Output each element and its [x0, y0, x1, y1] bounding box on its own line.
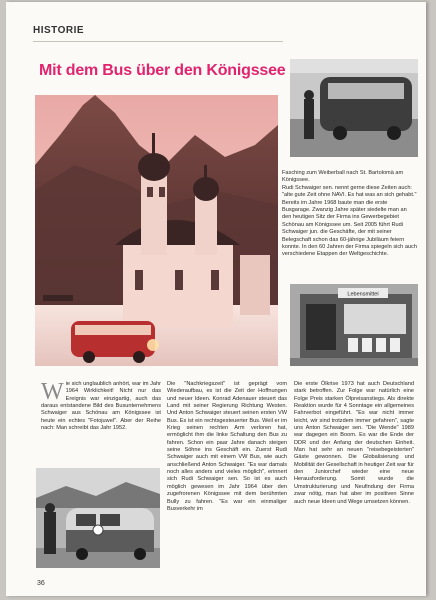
column-right [294, 381, 414, 506]
shop-photo [290, 284, 418, 366]
church-bus-photo [35, 95, 278, 366]
caption-intro: Fasching zum Weiberball nach St. Bartolomä am Königssee. [282, 170, 404, 184]
drop-cap: W [41, 379, 64, 405]
caption-body: Rudi Schwaiger sen. nennt gerne diese Zeiten auch: "alte gute Zeit ohne NAVI. Es hat was an sich gehabt." Bereits im Jahre 1968 baute man die erste Busgarage. Zwanzig Jahre später siedelte man an den heutigen Sitz der Firma ins Gewerbegebiet Schönau am Königssee um. Seit 2005 führt Rudi Schwaiger jun. die Geschäfte, der mit seiner Belegschaft schon das 60-jährige Jubiläum feiern konnte. In den 60 Jahren der Firma spiegeln sich auch verschiedene Etappen der Weltgeschichte. [282, 184, 417, 258]
photo-caption [282, 170, 417, 259]
column-left [41, 381, 161, 432]
fasching-bus-photo [290, 59, 418, 157]
magazine-page [6, 2, 426, 596]
column-middle-text: Die "Nachkriegszeit" ist geprägt vom Wiederaufbau, es ist die Zeit der Hoffnungen und neuer Ideen. Konrad Adenauer steuert das Land mit seiner Regierung Richtung Westen. Und Anton Schwaiger steuert seinen ersten VW Bus. Es ist ein rechtsgesteuerter Bus. Weil er im Krieg seinen rechten Arm verloren hat, ermöglicht ihm die linke Schaltung den Bus zu fahren. Schon ein paar Jahre danach steigen seine Söhne ins Geschäft ein. Zuerst Rudi Schwaiger auch mit einem VW Bus, wie auch anschließend Anton Schwaiger. "Es war damals noch alles anders und vieles möglich", erinnert sich Rudi Schwaiger sen. So ist es auch möglich gewesen im Jahr 1964 über den zugefrorenen Königssee mit dem berühmten Bully zu fahren. "Es war ein einmaliger Busverkehr im [167, 381, 287, 512]
vw-bully-photo [36, 468, 160, 568]
column-right-text: Die erste Ölkrise 1973 hat auch Deutschland stark betroffen. Zur Folge war natürlich eine Folge Preis starken Ölpreisanstiegs. Als direkte Reaktion wurde für 4 Sonntage ein allgemeines Fahrverbot eingeführt. "Es war nicht immer leicht, wir sind trotzdem immer gefahren", sagte uns Anton Schwaiger sen. "Die Wende" 1989 war dagegen ein Boom. Es war die Ende der DDR und der Anfang der deutschen Einheit. Man hat sehr an neuen "reisebegeisterten" Gäste gewonnen. Die Globalisierung und Mobilität der Gesellschaft in heutiger Zeit war für den Juniorchef wieder eine neue Herausforderung. Somit wurde die Umstrukturierung und Neufindung der Firma zwar nötig, man hat aber im positiven Sinne auch neue Ideen und Wege umsetzen können. [294, 381, 415, 505]
vw-bus [71, 321, 159, 363]
section-label: HISTORIE [33, 25, 85, 36]
section-divider [33, 41, 283, 42]
article-headline: Mit dem Bus über den Königssee [39, 62, 286, 79]
shop-sign-text: Lebensmittel [347, 291, 379, 298]
column-middle [167, 381, 287, 513]
column-left-text: ie sich unglaublich anhört, war im Jahr 1964 Wirklichkeit! Nicht nur das Ereignis war einzigartig, auch das daraus entstandene Bild des Busunternehmens Schwaiger aus Schönau am Königssee ist heute ein echtes "Fotojuwel". Aber der Reihe nach: Man schreibt das Jahr 1952. [41, 381, 161, 432]
page-number: 36 [37, 580, 45, 587]
